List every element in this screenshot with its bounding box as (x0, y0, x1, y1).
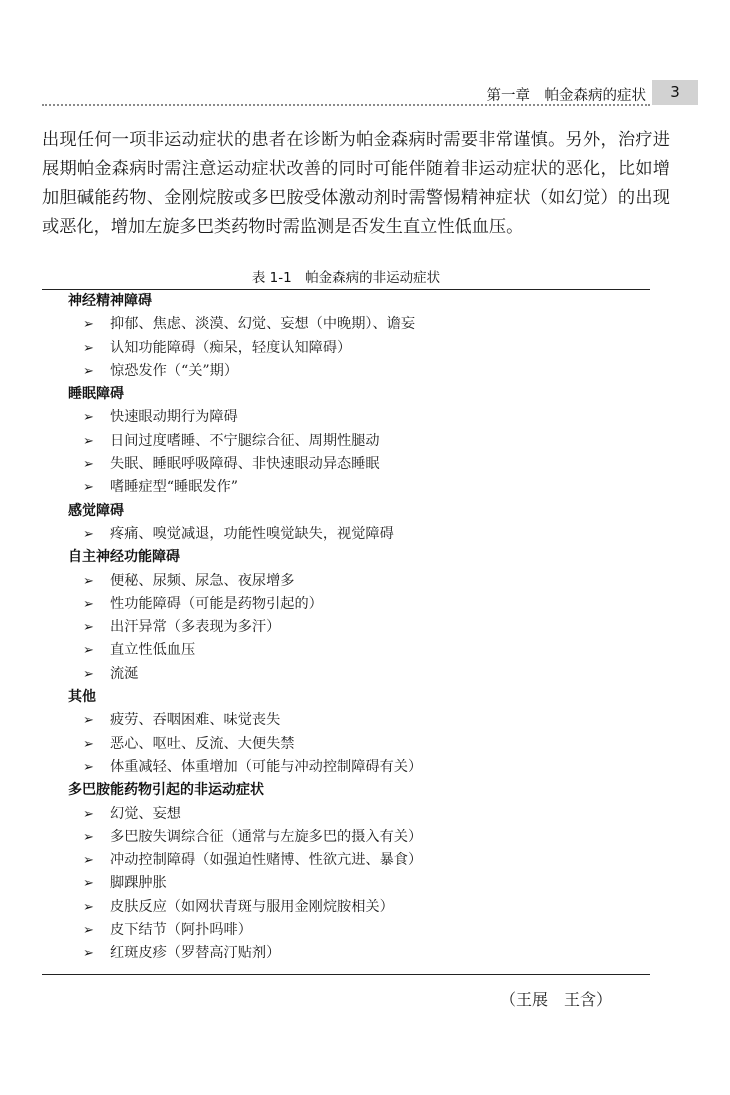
list-item (68, 733, 648, 756)
non-motor-symptom-table (68, 290, 648, 966)
arrow-bullet-icon: ➢ (83, 363, 94, 379)
list-item-text: 皮肤反应（如网状青斑与服用金刚烷胺相关） (110, 898, 394, 915)
arrow-bullet-icon: ➢ (83, 526, 94, 542)
arrow-bullet-icon: ➢ (83, 573, 94, 589)
list-item-text: 幻觉、妄想 (110, 805, 181, 822)
list-item (68, 663, 648, 686)
list-item (68, 639, 648, 662)
list-item (68, 337, 648, 360)
list-item-text: 惊恐发作（“关”期） (110, 362, 239, 379)
list-item (68, 919, 648, 942)
arrow-bullet-icon: ➢ (83, 923, 94, 939)
list-item (68, 593, 648, 616)
list-item-text: 多巴胺失调综合征（通常与左旋多巴的摄入有关） (110, 828, 423, 845)
arrow-bullet-icon: ➢ (83, 736, 94, 752)
list-item-text: 脚踝肿胀 (110, 875, 167, 892)
list-item-text: 抑郁、焦虑、淡漠、幻觉、妄想（中晚期）、谵妄 (110, 316, 416, 333)
list-item (68, 803, 648, 826)
arrow-bullet-icon: ➢ (83, 946, 94, 962)
list-item (68, 872, 648, 895)
list-item (68, 453, 648, 476)
arrow-bullet-icon: ➢ (83, 876, 94, 892)
arrow-bullet-icon: ➢ (83, 899, 94, 915)
category-title: 感觉障碍 (68, 502, 124, 519)
list-item-text: 疼痛、嗅觉减退，功能性嗅觉缺失，视觉障碍 (110, 525, 394, 542)
arrow-bullet-icon: ➢ (83, 853, 94, 869)
list-item (68, 756, 648, 779)
intro-paragraph: 出现任何一项非运动症状的患者在诊断为帕金森病时需要非常谨慎。另外，治疗进展期帕金森病时需注意运动症状改善的同时可能伴随着非运动症状的恶化，比如增加胆碱能药物、金刚烷胺或多巴胺受体激动剂时需警惕精神症状（如幻觉）的出现或恶化，增加左旋多巴类药物时需监测是否发生直立性低血压。 (42, 130, 670, 237)
arrow-bullet-icon: ➢ (83, 643, 94, 659)
list-item-text: 出汗异常（多表现为多汗） (110, 619, 281, 636)
category-title: 自主神经功能障碍 (68, 549, 180, 566)
list-item-text: 冲动控制障碍（如强迫性赌博、性欲亢进、暴食） (110, 852, 423, 869)
category-title: 多巴胺能药物引起的非运动症状 (68, 782, 264, 799)
arrow-bullet-icon: ➢ (83, 806, 94, 822)
arrow-bullet-icon: ➢ (83, 457, 94, 473)
list-item (68, 360, 648, 383)
category-title: 睡眠障碍 (68, 386, 124, 403)
list-item-text: 快速眼动期行为障碍 (110, 409, 238, 426)
list-item-text: 流涎 (110, 665, 139, 682)
list-item-text: 认知功能障碍（痴呆，轻度认知障碍） (110, 339, 352, 356)
table-caption: 表 1-1 帕金森病的非运动症状 (251, 270, 441, 286)
category-title: 神经精神障碍 (68, 293, 152, 309)
list-item (68, 430, 648, 453)
list-item (68, 849, 648, 872)
list-item-text: 日间过度嗜睡、不宁腿综合征、周期性腿动 (110, 432, 380, 449)
arrow-bullet-icon: ➢ (83, 340, 94, 356)
arrow-bullet-icon: ➢ (83, 480, 94, 496)
arrow-bullet-icon: ➢ (83, 317, 94, 333)
list-item (68, 476, 648, 499)
arrow-bullet-icon: ➢ (83, 713, 94, 729)
list-item (68, 313, 648, 336)
list-item-text: 恶心、呕吐、反流、大便失禁 (110, 735, 295, 752)
arrow-bullet-icon: ➢ (83, 410, 94, 426)
running-header-chapter-title: 第一章 帕金森病的症状 (486, 88, 646, 104)
list-item (68, 826, 648, 849)
list-item (68, 709, 648, 732)
authors-credit: （王展 王含） (500, 990, 613, 1009)
list-item-text: 疲劳、吞咽困难、味觉丧失 (110, 712, 281, 729)
category-title: 其他 (68, 689, 96, 706)
list-item (68, 523, 648, 546)
arrow-bullet-icon: ➢ (83, 759, 94, 775)
table-bottom-rule (42, 974, 650, 975)
arrow-bullet-icon: ➢ (83, 829, 94, 845)
list-item (68, 406, 648, 429)
arrow-bullet-icon: ➢ (83, 433, 94, 449)
list-item-text: 体重减轻、体重增加（可能与冲动控制障碍有关） (110, 758, 423, 775)
list-item-text: 失眠、睡眠呼吸障碍、非快速眼动异态睡眠 (110, 456, 380, 473)
list-item (68, 942, 648, 965)
list-item-text: 红斑皮疹（罗替高汀贴剂） (110, 945, 281, 962)
list-item (68, 570, 648, 593)
list-item-text: 直立性低血压 (110, 642, 196, 659)
arrow-bullet-icon: ➢ (83, 666, 94, 682)
arrow-bullet-icon: ➢ (83, 620, 94, 636)
list-item-text: 嗜睡症型“睡眠发作” (110, 479, 239, 496)
list-item-text: 性功能障碍（可能是药物引起的） (110, 595, 323, 612)
list-item (68, 896, 648, 919)
list-item-text: 皮下结节（阿扑吗啡） (110, 922, 252, 939)
list-item-text: 便秘、尿频、尿急、夜尿增多 (110, 572, 295, 589)
page-number: 3 (652, 80, 698, 105)
list-item (68, 616, 648, 639)
arrow-bullet-icon: ➢ (83, 596, 94, 612)
